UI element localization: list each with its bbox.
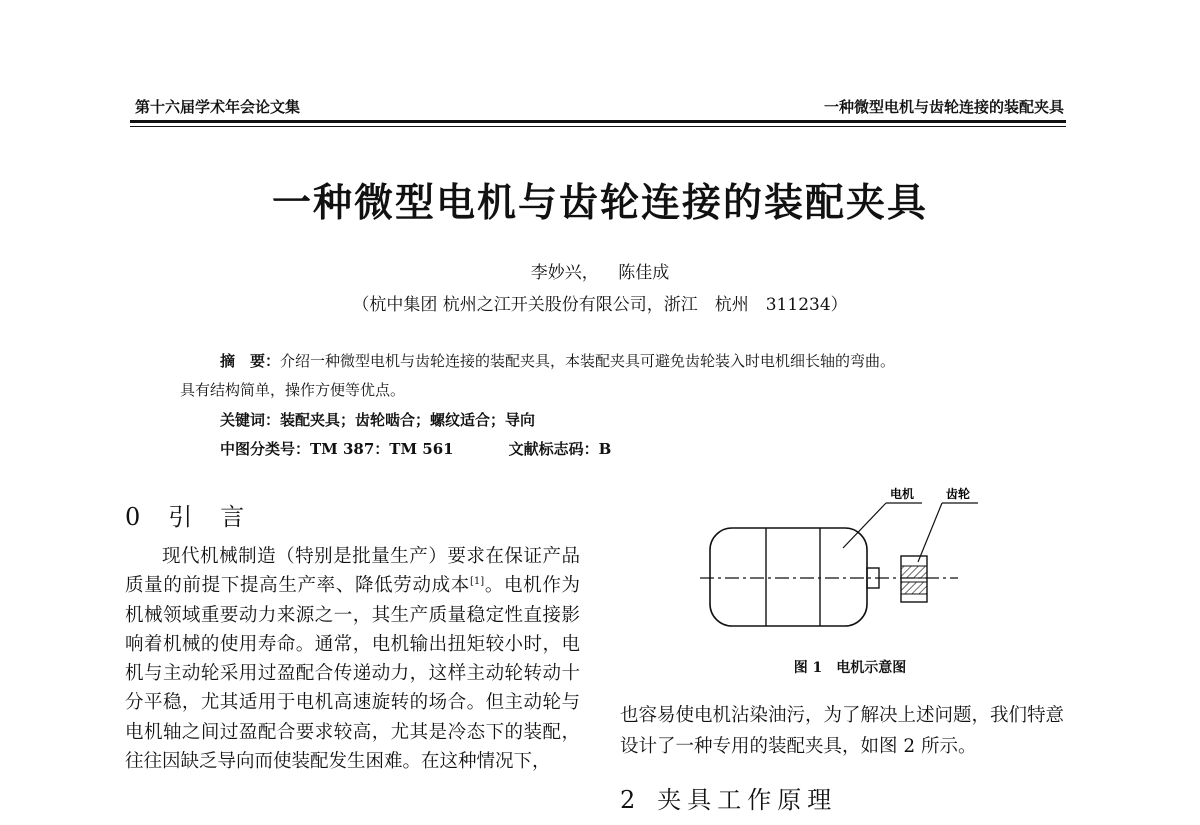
figure-label-motor: 电机 (890, 487, 915, 501)
motor-body (710, 528, 867, 626)
abstract-text-1: 介绍一种微型电机与齿轮连接的装配夹具，本装配夹具可避免齿轮装入时电机细长轴的弯曲。 (280, 352, 896, 370)
gear-hatch-bottom (901, 582, 927, 594)
citation-ref: [1] (469, 576, 485, 588)
gear-outline (901, 556, 927, 602)
intro-paragraph (125, 542, 580, 776)
document-code: 文献标志码：B (508, 440, 612, 458)
affiliation: （杭中集团 杭州之江开关股份有限公司，浙江 杭州 311234） (352, 295, 848, 315)
right-column-text (620, 700, 1075, 762)
intro-text-part-2: 。电机作为机械领域重要动力来源之一，其生产质量稳定性直接影响着机械的使用寿命。通常，电机输出扭矩较小时，电机与主动轮采用过盈配合传递动力，这样主动轮转动十分平稳，尤其适用于电机高速旋转的场合。但主动轮与电机轴之间过盈配合要求较高，尤其是冷态下的装配，往往因缺乏导向而使装配发生困难。在这种情况下， (125, 575, 580, 773)
abstract-line-2: 具有结构简单，操作方便等优点。 (180, 381, 406, 399)
abstract-label: 摘 要： (220, 352, 281, 370)
motor-schematic-figure (700, 480, 1000, 640)
running-header-right: 一种微型电机与齿轮连接的装配夹具 (823, 98, 1064, 116)
header-rule-thick (130, 120, 1066, 123)
authors: 李妙兴， 陈佳成 (530, 263, 670, 283)
intro-text-part-1: 现代机械制造（特别是批量生产）要求在保证产品质量的前提下提高生产率、降低劳动成本 (125, 546, 580, 597)
abstract-line-1 (220, 350, 895, 371)
classification (220, 438, 611, 459)
gear-hatch-top (901, 566, 927, 578)
paper-title: 一种微型电机与齿轮连接的装配夹具 (271, 181, 928, 226)
figure-caption: 图 1 电机示意图 (793, 660, 907, 676)
section-2-number: 2 (620, 786, 636, 814)
section-2-title: 夹具工作原理 (657, 786, 838, 814)
keywords: 关键词：装配夹具；齿轮啮合；螺纹适合；导向 (220, 411, 536, 429)
section-2-heading (620, 780, 837, 815)
clc-number: 中图分类号：TM 387：TM 561 (220, 440, 454, 458)
left-column-text (125, 542, 580, 776)
section-0-heading (125, 497, 272, 532)
gear-leader-line (918, 503, 942, 562)
figure-label-gear: 齿轮 (946, 487, 971, 501)
section-0-number: 0 (125, 503, 141, 531)
section-0-title: 引言 (168, 503, 273, 531)
right-paragraph: 也容易使电机沾染油污，为了解决上述问题，我们特意设计了一种专用的装配夹具，如图 2 所示。 (620, 705, 1065, 757)
running-header-left: 第十六届学术年会论文集 (135, 98, 301, 116)
header-rule-thin (130, 126, 1066, 127)
